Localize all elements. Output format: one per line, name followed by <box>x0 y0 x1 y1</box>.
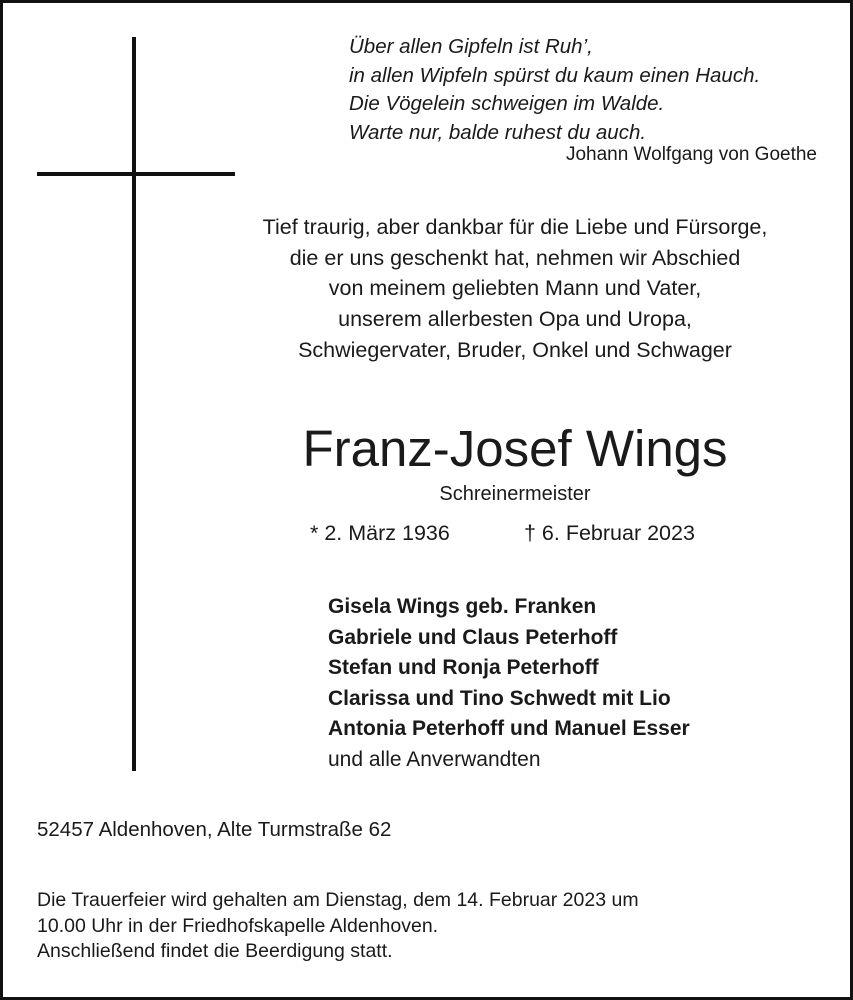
family-member: Gisela Wings geb. Franken <box>328 595 597 618</box>
funeral-details <box>37 888 827 965</box>
family-member: Antonia Peterhoff und Manuel Esser <box>328 717 690 740</box>
family-closing: und alle Anverwandten <box>328 747 541 771</box>
message-line: Schwiegervater, Bruder, Onkel und Schwager <box>298 337 732 362</box>
family-list <box>328 592 828 775</box>
funeral-line: 10.00 Uhr in der Friedhofskapelle Aldenhoven. <box>37 914 439 937</box>
poem-line: Warte nur, balde ruhest du auch. <box>349 120 647 144</box>
birth-date: * 2. März 1936 <box>310 521 450 545</box>
cross-icon-horizontal-bar <box>37 172 235 176</box>
deceased-profession: Schreinermeister <box>439 483 591 505</box>
message-line: Tief traurig, aber dankbar für die Liebe und Fürsorge, <box>262 215 768 239</box>
family-member: Stefan und Ronja Peterhoff <box>328 656 599 679</box>
family-member: Clarissa und Tino Schwedt mit Lio <box>328 686 671 710</box>
poem-line: in allen Wipfeln spürst du kaum einen Hauch. <box>349 63 761 87</box>
funeral-line: Anschließend findet die Beerdigung statt. <box>37 940 393 962</box>
poem-quote <box>349 33 829 165</box>
poem-line: Die Vögelein schweigen im Walde. <box>349 92 665 115</box>
cross-icon-vertical-bar <box>132 37 136 771</box>
family-member: Gabriele und Claus Peterhoff <box>328 625 618 649</box>
poem-line: Über allen Gipfeln ist Ruh’, <box>349 35 593 58</box>
mourning-address: 52457 Aldenhoven, Alte Turmstraße 62 <box>37 818 392 841</box>
farewell-message <box>190 212 840 366</box>
funeral-line: Die Trauerfeier wird gehalten am Dienstag, dem 14. Februar 2023 um <box>37 889 639 911</box>
poem-author: Johann Wolfgang von Goethe <box>565 144 817 165</box>
death-date: † 6. Februar 2023 <box>524 521 695 545</box>
message-line: von meinem geliebten Mann und Vater, <box>328 276 702 301</box>
message-line: unserem allerbesten Opa und Uropa, <box>338 307 692 332</box>
message-line: die er uns geschenkt hat, nehmen wir Abschied <box>289 245 741 270</box>
deceased-name: Franz-Josef Wings <box>302 420 728 477</box>
